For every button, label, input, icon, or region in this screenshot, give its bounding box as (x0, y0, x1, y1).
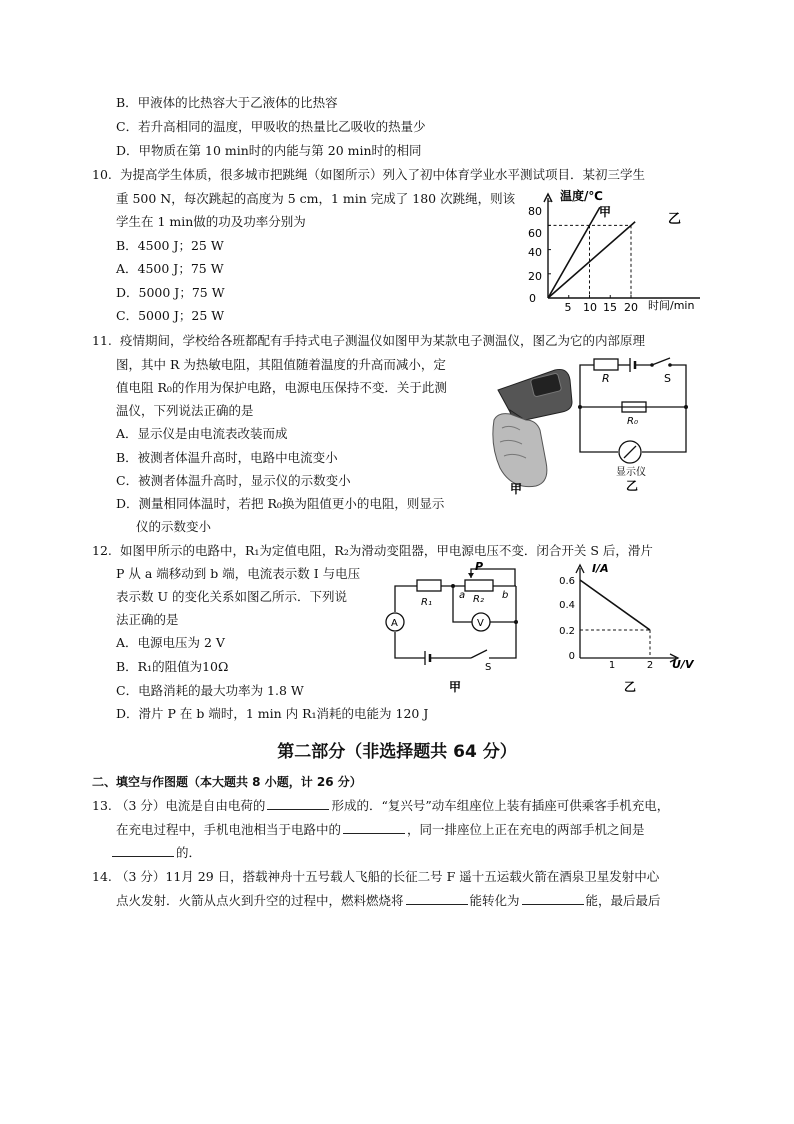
thermometer-device-image (493, 369, 572, 486)
rheostat-r2 (465, 580, 493, 591)
q13-line1 (116, 796, 669, 816)
q14-text-3: 能转化为 (469, 893, 520, 908)
q11-option-a: A．显示仪是由电流表改装而成 (116, 426, 288, 441)
part-two-title: 第二部分（非选择题共 64 分） (277, 742, 517, 762)
q13-text-5: 的． (176, 845, 202, 860)
x-tick-label-15: 15 (603, 301, 617, 313)
q9-option-b: B．甲液体的比热容大于乙液体的比热容 (116, 95, 338, 110)
q12-stem-line2: P 从 a 端移动到 b 端，电流表示数 I 与电压 (116, 566, 361, 581)
q12-stem-line4: 法正确的是 (116, 612, 179, 627)
q14-line2 (116, 891, 661, 911)
q12-stem-line1: 如图甲所示的电路中，R₁为定值电阻，R₂为滑动变阻器，甲电源电压不变．闭合开关 S 后，滑片 (120, 543, 653, 558)
current-voltage-graph (548, 560, 698, 695)
graph-iu-line (580, 580, 650, 630)
q12-option-b: B．R₁的阻值为10Ω (116, 659, 229, 674)
series-line-jia (548, 207, 600, 298)
switch-s (471, 650, 487, 658)
label-s: S (664, 372, 671, 385)
graph-x-tick-1: 1 (608, 660, 616, 671)
graph-y-tick-0.2: 0.2 (559, 626, 575, 637)
q13-text-4: ，同一排座位上正在充电的两部手机之间是 (407, 822, 645, 837)
q12-stem-line3: 表示数 U 的变化关系如图乙所示．下列说 (116, 589, 347, 604)
q13-text-1: （3 分）电流是自由电荷的 (116, 798, 266, 813)
display-needle (624, 446, 636, 458)
q13-number: 13. (92, 798, 112, 813)
series-label-yi: 乙 (668, 212, 682, 227)
q10-option-2: A．4500 J；75 W (116, 261, 224, 276)
y-tick-label-40: 40 (528, 246, 542, 259)
q11-number: 11. (92, 333, 112, 348)
y-tick-label-80: 80 (528, 205, 542, 218)
q11-option-d-line1: D．测量相同体温时，若把 R₀换为阻值更小的电阻，则显示 (116, 496, 445, 511)
temperature-time-chart (520, 188, 705, 313)
q13-blank-3[interactable] (112, 844, 174, 857)
chart-x-title: 时间/min (648, 299, 695, 312)
q11-stem-line2: 图，其中 R 为热敏电阻，其阻值随着温度的升高而减小，定 (116, 357, 446, 372)
q11-stem-line4: 温仪，下列说法正确的是 (116, 403, 254, 418)
thermometer-illustration (480, 350, 575, 500)
q11-option-d-line2: 仪的示数变小 (136, 519, 212, 534)
graph-x-title: U/V (672, 658, 694, 671)
q13-line3 (110, 843, 201, 863)
x-tick-label-20: 20 (624, 301, 638, 313)
q10-stem-line3: 学生在 1 min做的功及功率分别为 (116, 214, 306, 229)
label-ammeter: A (391, 618, 398, 629)
graph-y-title: I/A (592, 562, 609, 575)
q10-stem-line2: 重 500 N，每次跳起的高度为 5 cm，1 min 完成了 180 次跳绳，则该 (116, 191, 516, 206)
q14-number: 14. (92, 869, 112, 884)
q13-blank-1[interactable] (267, 797, 329, 810)
circuit-wire-left-top (580, 365, 594, 407)
graph-x-tick-2: 2 (646, 660, 654, 671)
q12-option-c: C．电路消耗的最大功率为 1.8 W (116, 683, 304, 698)
slider-arrow (468, 573, 474, 578)
q10-option-1: B．4500 J；25 W (116, 238, 224, 253)
thermometer-circuit-diagram (572, 352, 697, 492)
q13-text-2: 形成的．“复兴号”动车组座位上装有插座可供乘客手机充电， (331, 798, 670, 813)
q10-option-3: D．5000 J；75 W (116, 285, 225, 300)
resistor-r1 (417, 580, 441, 591)
label-r0: R₀ (627, 416, 638, 427)
q11-option-b: B．被测者体温升高时，电路中电流变小 (116, 450, 338, 465)
y-tick-label-0: 0 (529, 292, 536, 305)
q12-number: 12. (92, 543, 112, 558)
series-label-jia: 甲 (599, 205, 612, 219)
label-display: 显示仪 (616, 467, 646, 478)
rheostat-circuit-diagram (383, 560, 528, 695)
q13-text-3: 在充电过程中，手机电池相当于电路中的 (116, 822, 342, 837)
label-r: R (602, 372, 610, 385)
q11-stem-line1: 疫情期间，学校给各班都配有手持式电子测温仪如图甲为某款电子测温仪，图乙为它的内部原理 (120, 333, 646, 348)
q14-text-4: 能，最后最后 (585, 893, 661, 908)
wire-left-top (395, 586, 417, 612)
q11-stem-line3: 值电阻 R₀的作用为保护电路，电源电压保持不变．关于此测 (116, 380, 447, 395)
q14-blank-1[interactable] (406, 892, 468, 905)
q13-blank-2[interactable] (343, 821, 405, 834)
label-r1: R₁ (421, 597, 432, 608)
circuit-wire-left-bottom (580, 407, 618, 452)
label-a: a (459, 590, 466, 601)
fig-label-yi: 乙 (624, 680, 637, 694)
fig-label-jia: 甲 (510, 482, 523, 496)
q9-option-c: C．若升高相同的温度，甲吸收的热量比乙吸收的热量少 (116, 119, 426, 134)
q9-option-d: D．甲物质在第 10 min时的内能与第 20 min时的相同 (116, 143, 422, 158)
label-voltmeter: V (477, 618, 484, 629)
q10-option-4: C．5000 J；25 W (116, 308, 225, 323)
graph-y-tick-0.4: 0.4 (559, 600, 575, 611)
q10-number: 10. (92, 167, 112, 182)
fig-label-jia: 甲 (449, 680, 462, 694)
q14-text-2: 点火发射．火箭从点火到升空的过程中，燃料燃烧将 (116, 893, 404, 908)
thermistor-r (594, 359, 618, 370)
q12-option-a: A．电源电压为 2 V (116, 635, 225, 650)
graph-y-tick-0: 0 (568, 651, 575, 662)
y-tick-label-20: 20 (528, 270, 542, 283)
label-p: P (475, 560, 484, 573)
q13-line2 (116, 820, 645, 840)
series-line-yi (548, 222, 635, 298)
graph-y-tick-0.6: 0.6 (559, 576, 575, 587)
label-b: b (502, 590, 509, 601)
x-tick-label-10: 10 (583, 301, 597, 313)
switch-s (652, 358, 670, 365)
section-two-title: 二、填空与作图题（本大题共 8 小题，计 26 分） (92, 775, 362, 789)
label-r2: R₂ (473, 594, 484, 605)
x-tick-label-5: 5 (564, 301, 572, 313)
q14-line1: （3 分）11月 29 日，搭载神舟十五号载人飞船的长征二号 F 遥十五运载火箭在酒泉卫星发射中心 (116, 869, 660, 884)
y-tick-label-60: 60 (528, 227, 542, 240)
chart-y-title: 温度/℃ (560, 189, 603, 203)
q10-stem-line1: 为提高学生体质，很多城市把跳绳（如图所示）列入了初中体育学业水平测试项目．某初三学生 (120, 167, 646, 182)
q11-option-c: C．被测者体温升高时，显示仪的示数变小 (116, 473, 351, 488)
label-s: S (485, 662, 492, 673)
q12-option-d: D．滑片 P 在 b 端时，1 min 内 R₁消耗的电能为 120 J (116, 706, 429, 721)
q14-blank-2[interactable] (522, 892, 584, 905)
fig-label-yi: 乙 (626, 479, 639, 492)
wire-left-bottom (395, 632, 425, 658)
